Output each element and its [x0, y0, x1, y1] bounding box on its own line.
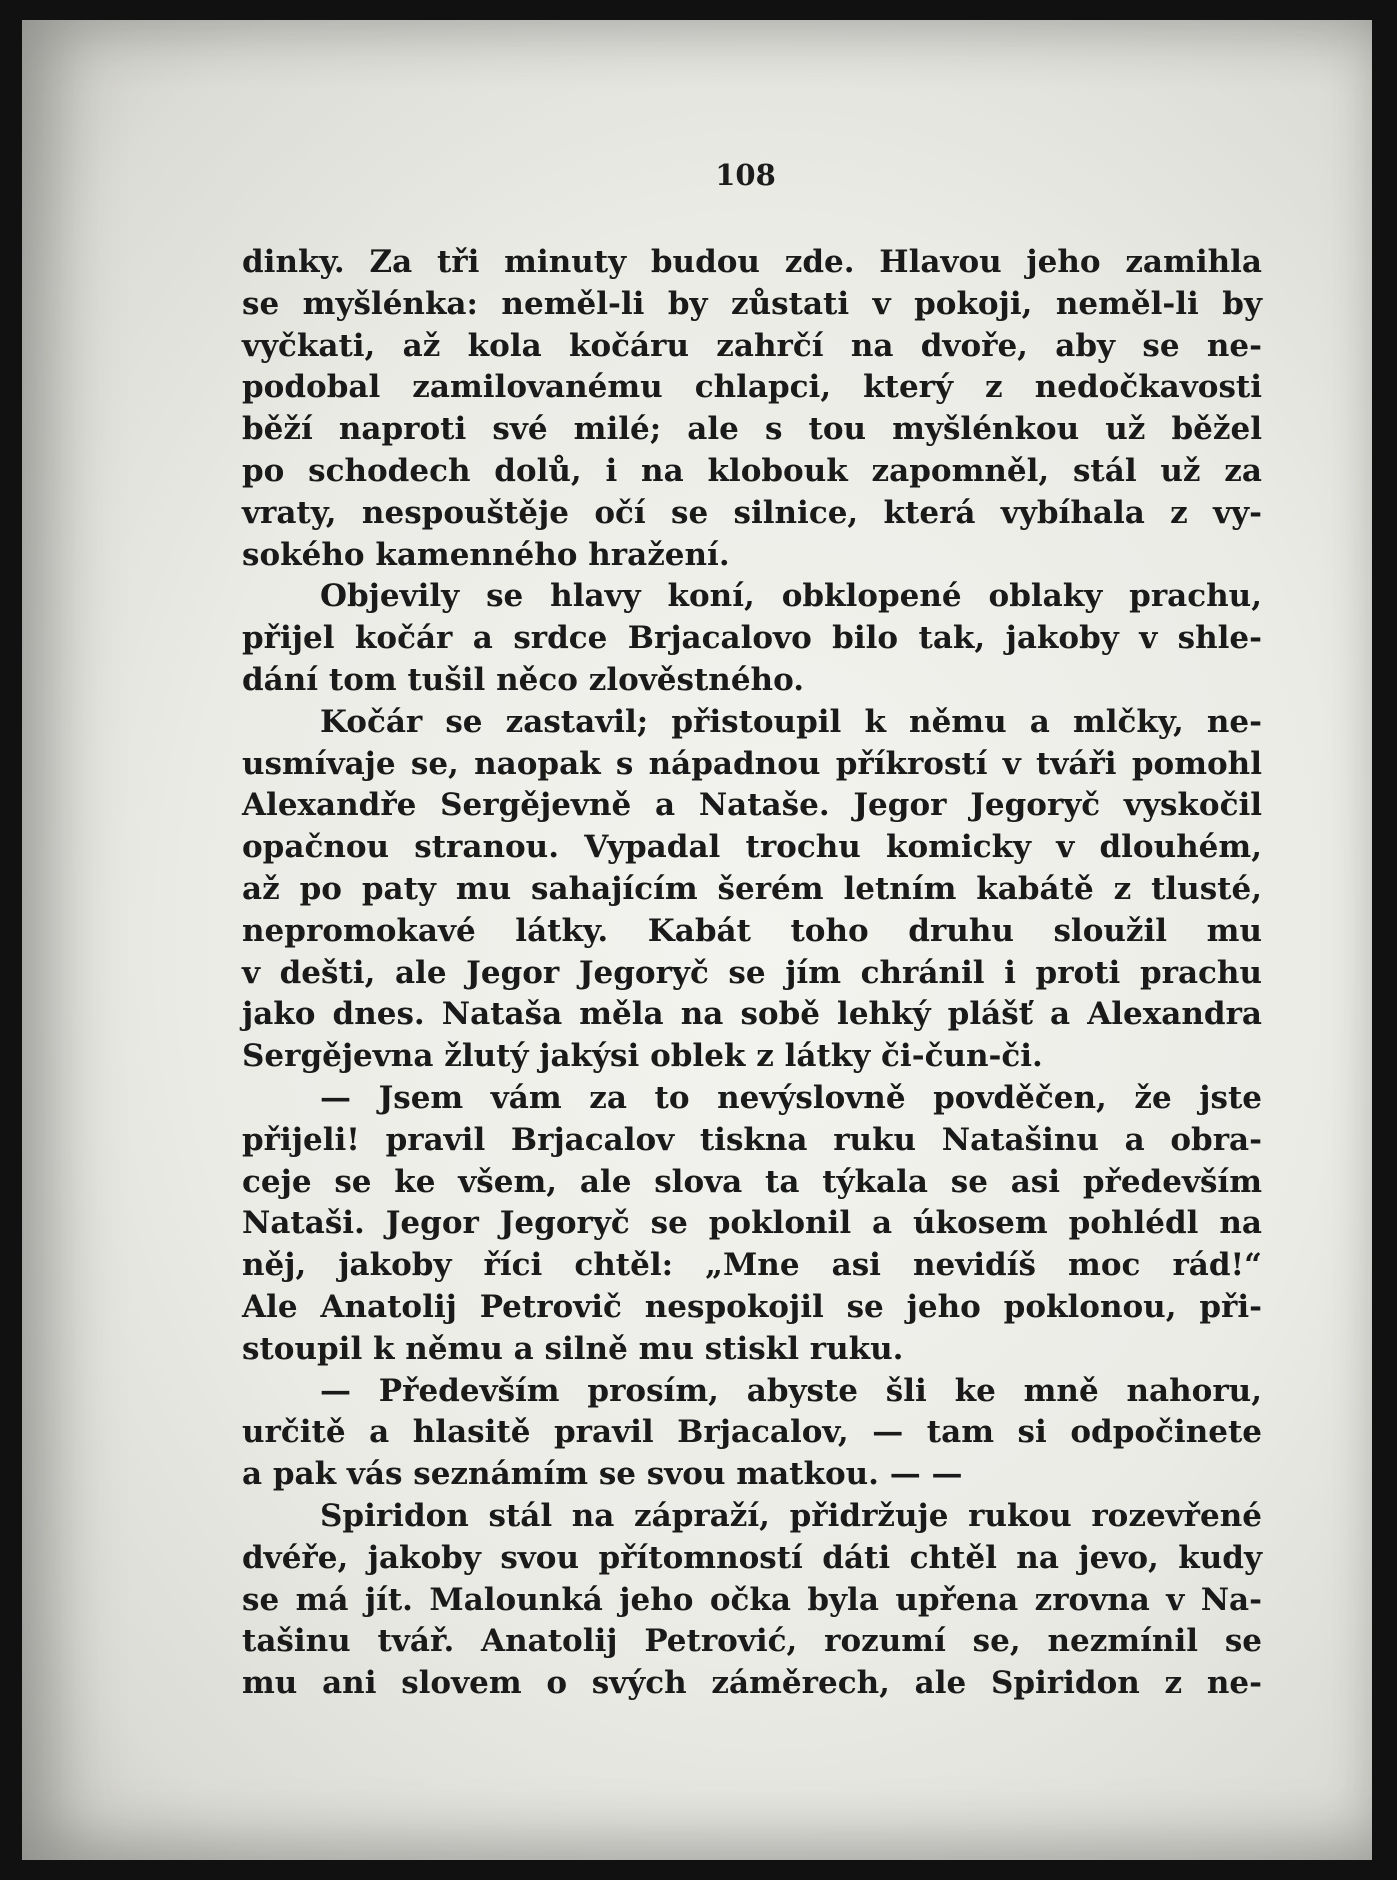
- text-line: Kočár se zastavil; přistoupil k němu a mlčky, ne-: [320, 703, 1262, 740]
- text-line: dvéře, jakoby svou přítomností dáti chtěl na jevo, kudy: [242, 1539, 1262, 1576]
- text-line: Spiridon stál na zápraží, přidržuje rukou rozevřené: [320, 1497, 1262, 1534]
- text-line: až po paty mu sahajícím šerém letním kabátě z tlusté,: [242, 870, 1262, 907]
- text-line: vraty, nespouštěje očí se silnice, která vybíhala z vy-: [242, 494, 1262, 531]
- text-line: přijeli! pravil Brjacalov tiskna ruku Natašinu a obra-: [242, 1121, 1262, 1158]
- text-line: sokého kamenného hražení.: [242, 536, 730, 573]
- text-line: a pak vás seznámím se svou matkou. — —: [242, 1456, 963, 1493]
- text-line: nepromokavé látky. Kabát toho druhu sloužil mu: [242, 912, 1262, 949]
- text-line: Alexandře Sergějevně a Nataše. Jegor Jegoryč vyskočil: [242, 787, 1262, 824]
- text-line: ceje se ke všem, ale slova ta týkala se asi především: [242, 1163, 1262, 1200]
- text-line: se má jít. Malounká jeho očka byla upřena zrovna v Na-: [242, 1581, 1262, 1618]
- text-line: něj, jakoby říci chtěl: „Mne asi nevidíš moc rád!“: [242, 1247, 1262, 1284]
- text-line: tašinu tvář. Anatolij Petrović, rozumí se, nezmínil se: [242, 1623, 1262, 1660]
- text-line: dání tom tušil něco zlověstného.: [242, 661, 805, 698]
- text-line: Nataši. Jegor Jegoryč se poklonil a úkosem pohlédl na: [242, 1205, 1262, 1242]
- text-line: — Především prosím, abyste šli ke mně nahoru,: [320, 1372, 1262, 1409]
- text-line: dinky. Za tři minuty budou zde. Hlavou jeho zamihla: [242, 244, 1262, 280]
- text-line: se myšlénka: neměl-li by zůstati v pokoji, neměl-li by: [242, 285, 1262, 322]
- book-page: [22, 20, 1372, 1860]
- text-line: Sergějevna žlutý jakýsi oblek z látky či-čun-či.: [242, 1038, 1043, 1075]
- text-line: stoupil k němu a silně mu stiskl ruku.: [242, 1330, 904, 1367]
- text-line: běží naproti své milé; ale s tou myšlénkou už běžel: [242, 411, 1262, 448]
- text-line: usmívaje se, naopak s nápadnou příkrostí v tváři pomohl: [242, 745, 1262, 782]
- text-line: mu ani slovem o svých záměrech, ale Spiridon z ne-: [242, 1665, 1262, 1702]
- text-line: přijel kočár a srdce Brjacalovo bilo tak, jakoby v shle-: [242, 620, 1262, 657]
- text-line: vyčkati, až kola kočáru zahrčí na dvoře, aby se ne-: [242, 327, 1262, 364]
- text-line: Ale Anatolij Petrovič nespokojil se jeho poklonou, při-: [242, 1288, 1262, 1325]
- text-line: jako dnes. Nataša měla na sobě lehký plášť a Alexandra: [242, 996, 1262, 1033]
- text-line: — Jsem vám za to nevýslovně povděčen, že jste: [320, 1079, 1262, 1116]
- text-line: podobal zamilovanému chlapci, který z nedočkavosti: [242, 369, 1262, 406]
- text-line: Objevily se hlavy koní, obklopené oblaky prachu,: [320, 578, 1262, 615]
- text-line: určitě a hlasitě pravil Brjacalov, — tam si odpočinete: [242, 1414, 1262, 1451]
- body-text: [242, 242, 1262, 1705]
- page-number: 108: [715, 158, 776, 192]
- text-line: opačnou stranou. Vypadal trochu komicky v dlouhém,: [242, 829, 1262, 866]
- text-line: po schodech dolů, i na klobouk zapomněl, stál už za: [242, 452, 1262, 489]
- text-line: v dešti, ale Jegor Jegoryč se jím chránil i proti prachu: [242, 954, 1262, 991]
